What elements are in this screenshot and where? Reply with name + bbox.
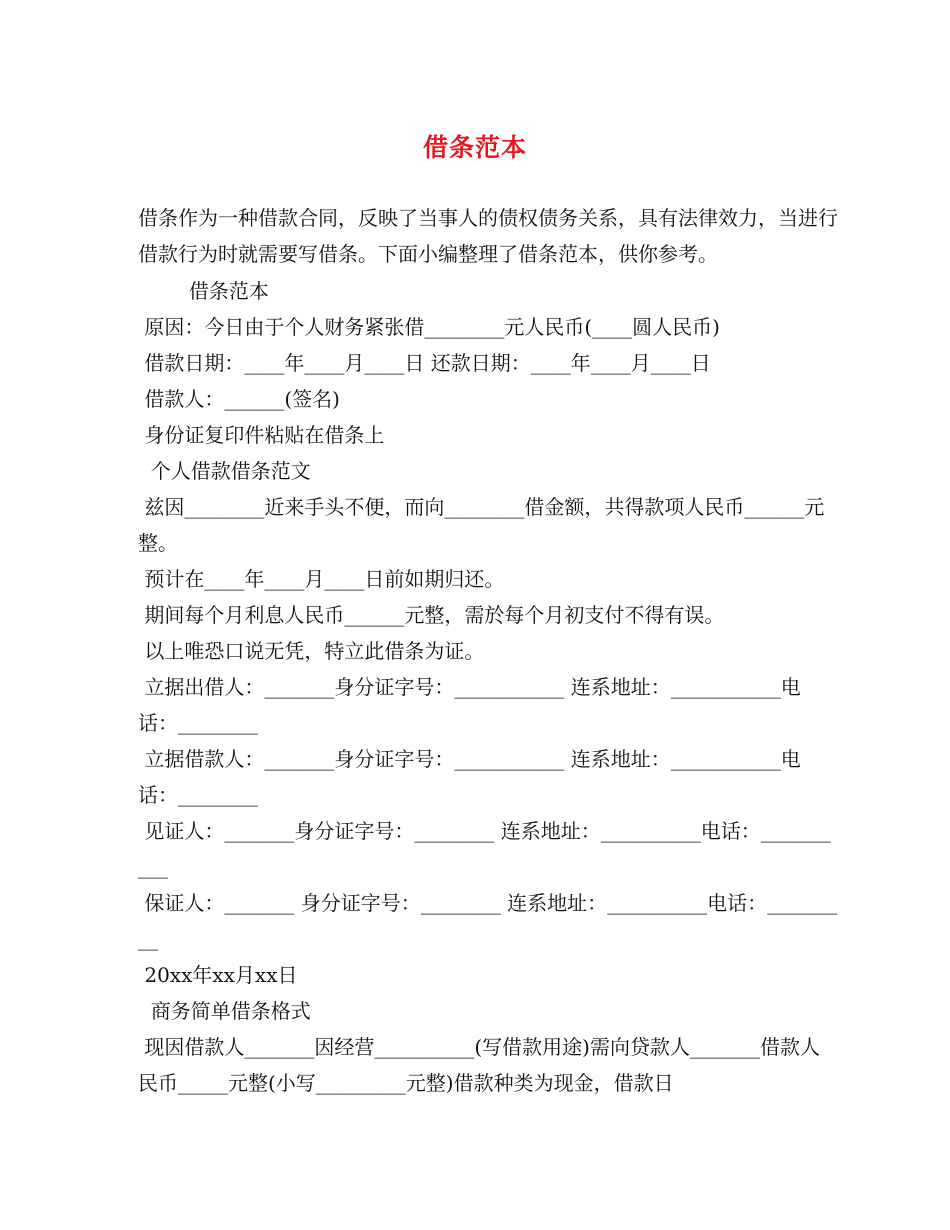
line-personal-heading: 个人借款借条范文 [138, 459, 311, 483]
line-return-date: 预计在____年____月____日前如期归还。 [138, 567, 505, 591]
line-interest: 期间每个月利息人民币______元整，需於每个月初支付不得有误。 [138, 603, 725, 627]
line-lender-info: 立据出借人：_______身分证字号：___________ 连系地址：___________电话：________ [138, 675, 801, 735]
line-dates: 借款日期：____年____月____日 还款日期：____年____月____日 [138, 351, 711, 375]
intro-paragraph: 借条作为一种借款合同，反映了当事人的债权债务关系，具有法律效力，当进行借款行为时就需要写借条。下面小编整理了借条范本，供你参考。 [138, 206, 838, 266]
line-borrower-info: 立据借款人：_______身分证字号：___________ 连系地址：___________电话：________ [138, 747, 801, 807]
line-date: 20xx年xx月xx日 [138, 963, 298, 987]
line-business-body: 现因借款人_______因经营__________(写借款用途)需向贷款人_______借款人民币_____元整(小写_________元整)借款种类为现金，借款日 [138, 1035, 820, 1095]
line-id-copy: 身份证复印件粘贴在借条上 [138, 423, 385, 447]
line-witness-info: 见证人：_______身分证字号：________ 连系地址：__________电话：__________ [138, 819, 831, 879]
document-title: 借条范本 [422, 133, 527, 162]
line-business-heading: 商务简单借条格式 [138, 999, 311, 1023]
line-borrower-signature: 借款人：______(签名) [138, 387, 340, 411]
line-proof: 以上唯恐口说无凭，特立此借条为证。 [138, 639, 485, 663]
line-template-heading: 借条范本 [138, 279, 269, 303]
line-reason: 原因：今日由于个人财务紧张借________元人民币(____圆人民币) [138, 315, 720, 339]
document-body [138, 200, 838, 1101]
line-cause: 兹因________近来手头不便，而向________借金额，共得款项人民币______元整。 [138, 495, 825, 555]
line-guarantor-info: 保证人：_______ 身分证字号：________ 连系地址：__________电话：_________ [138, 891, 838, 951]
